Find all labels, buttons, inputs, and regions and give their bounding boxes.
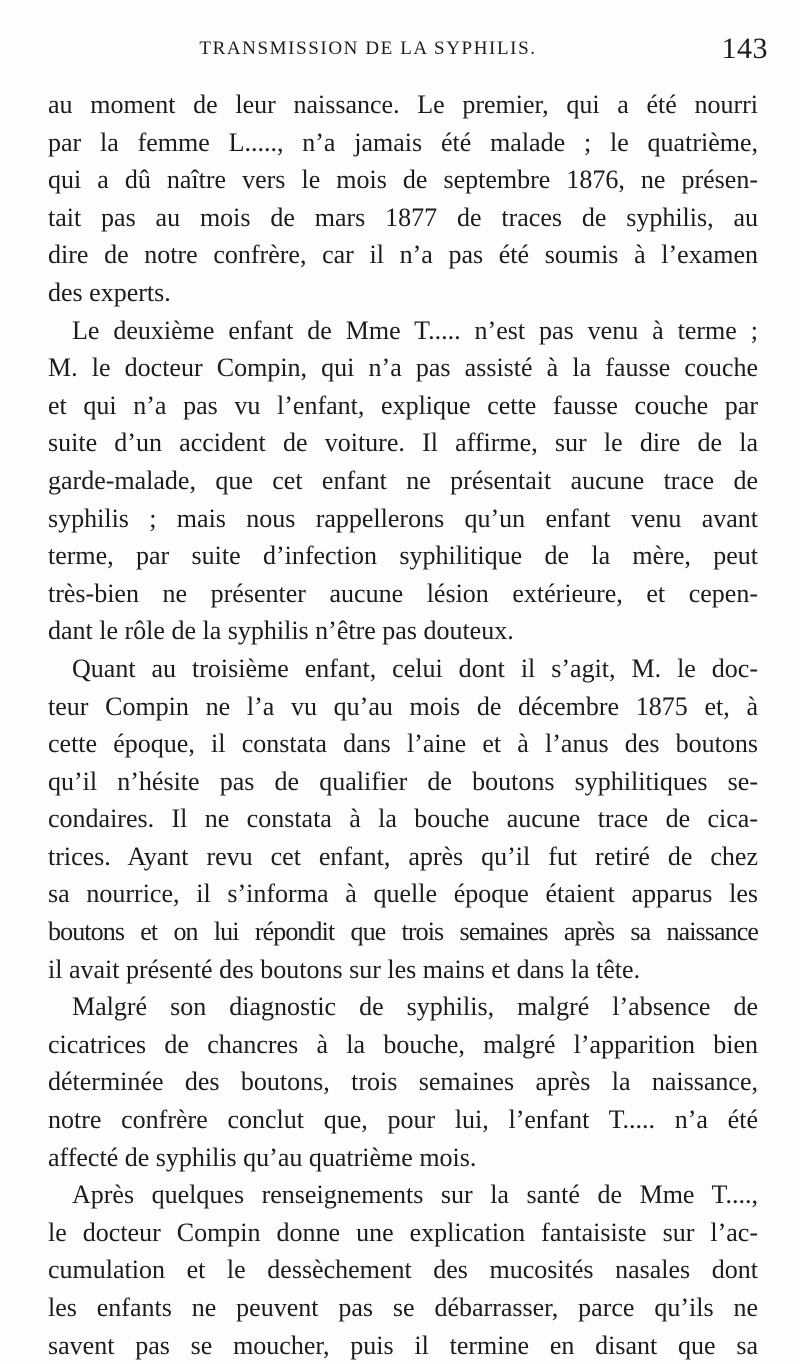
text-line: dire de notre confrère, car il n’a pas été soumis à l’examen: [48, 240, 758, 270]
text-line: les enfants ne peuvent pas se débarrasser, parce qu’ils ne: [48, 1293, 758, 1322]
body-text: [48, 86, 758, 1364]
running-head: [48, 30, 768, 70]
text-line: par la femme L....., n’a jamais été malade ; le quatrième,: [48, 127, 758, 157]
text-line: suite d’un accident de voiture. Il affirme, sur le dire de la: [48, 428, 758, 458]
text-line: dant le rôle de la syphilis n’être pas douteux.: [48, 616, 514, 646]
text-line: Après quelques renseignements sur la santé de Mme T....,: [72, 1180, 758, 1210]
text-line: Malgré son diagnostic de syphilis, malgré l’absence de: [72, 992, 758, 1022]
text-line: sa nourrice, il s’informa à quelle époque étaient apparus les: [48, 879, 758, 909]
text-line: très-bien ne présenter aucune lésion extérieure, et cepen-: [48, 578, 758, 608]
text-line: syphilis ; mais nous rappellerons qu’un enfant venu avant: [48, 503, 758, 533]
text-line: trices. Ayant revu cet enfant, après qu’il fut retiré de chez: [48, 841, 758, 871]
text-line: Quant au troisième enfant, celui dont il s’agit, M. le doc-: [72, 653, 758, 683]
text-line: cicatrices de chancres à la bouche, malgré l’apparition bien: [48, 1029, 758, 1059]
text-line: au moment de leur naissance. Le premier, qui a été nourri: [48, 90, 758, 119]
text-line: Le deuxième enfant de Mme T..... n’est pas venu à terme ;: [72, 315, 758, 345]
text-line: qu’il n’hésite pas de qualifier de boutons syphilitiques se-: [48, 766, 758, 796]
text-line: boutons et on lui répondit que trois semaines après sa naissance: [48, 917, 758, 947]
text-line: il avait présenté des boutons sur les mains et dans la tête.: [48, 954, 641, 984]
text-line: des experts.: [48, 277, 171, 307]
text-line: savent pas se moucher, puis il termine en disant que sa: [48, 1330, 758, 1360]
text-line: le docteur Compin donne une explication fantaisiste sur l’ac-: [48, 1217, 758, 1247]
running-title: TRANSMISSION DE LA SYPHILIS.: [199, 38, 537, 59]
text-line: garde-malade, que cet enfant ne présentait aucune trace de: [48, 465, 758, 495]
text-line: tait pas au mois de mars 1877 de traces de syphilis, au: [48, 202, 758, 232]
text-line: condaires. Il ne constata à la bouche aucune trace de cica-: [48, 804, 758, 834]
text-line: M. le docteur Compin, qui n’a pas assisté à la fausse couche: [48, 353, 758, 383]
text-line: cumulation et le dessèchement des mucosités nasales dont: [48, 1255, 758, 1285]
text-line: affecté de syphilis qu’au quatrième mois.: [48, 1142, 477, 1172]
page-number: 143: [721, 32, 768, 65]
text-line: cette époque, il constata dans l’aine et à l’anus des boutons: [48, 729, 758, 759]
text-line: qui a dû naître vers le mois de septembre 1876, ne présen-: [48, 165, 758, 195]
text-line: terme, par suite d’infection syphilitique de la mère, peut: [48, 541, 758, 571]
text-line: déterminée des boutons, trois semaines après la naissance,: [48, 1067, 758, 1097]
text-line: et qui n’a pas vu l’enfant, explique cette fausse couche par: [48, 390, 758, 420]
text-line: teur Compin ne l’a vu qu’au mois de décembre 1875 et, à: [48, 691, 758, 721]
text-line: notre confrère conclut que, pour lui, l’enfant T..... n’a été: [48, 1105, 758, 1135]
